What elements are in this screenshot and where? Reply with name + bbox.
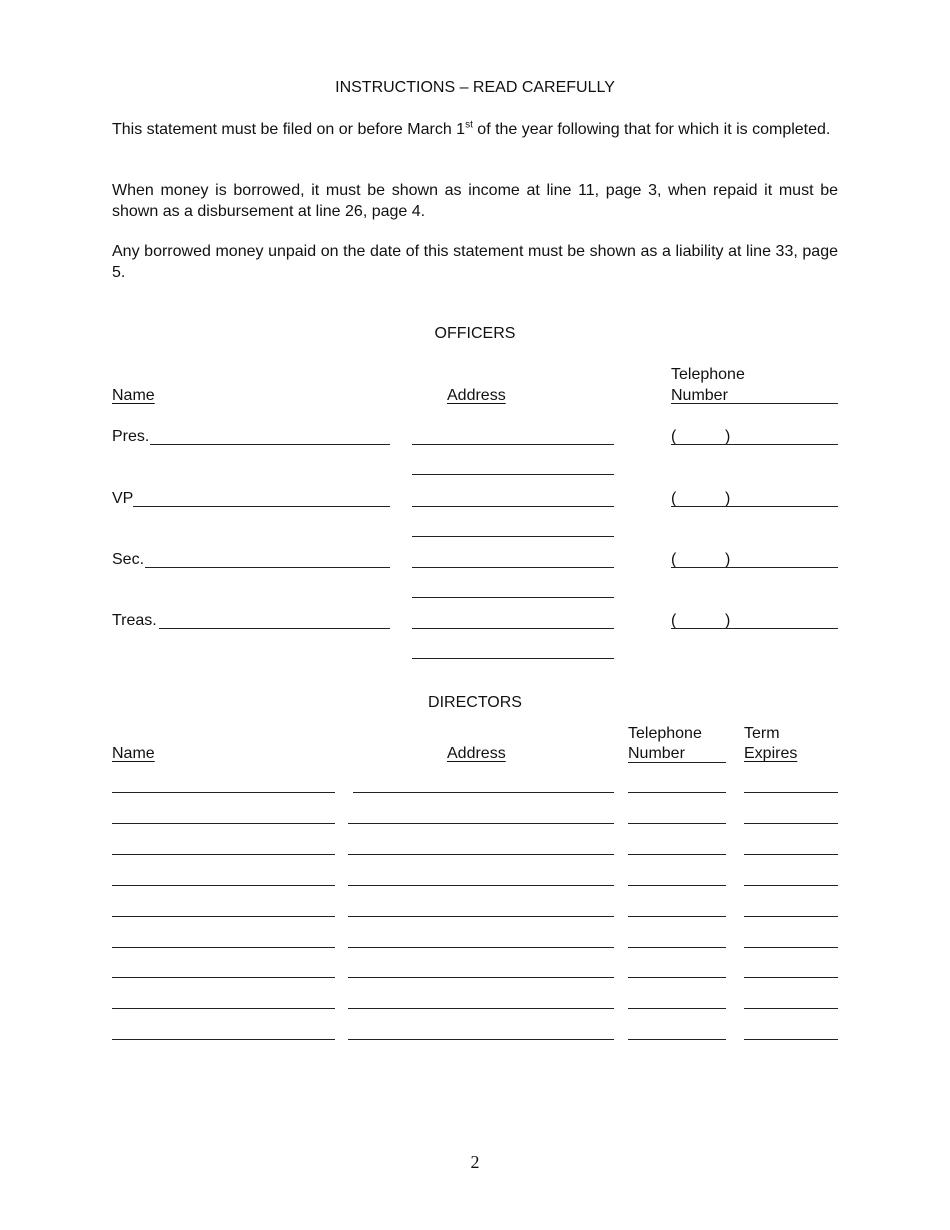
page-title: INSTRUCTIONS – READ CAREFULLY [335, 79, 615, 96]
instruction-unpaid-liability: Any borrowed money unpaid on the date of this statement must be shown as a liability at line 33, page 5. [112, 243, 838, 281]
officer-address-line2-field[interactable] [412, 474, 614, 475]
phone-close-paren: ) [725, 551, 731, 568]
officer-address-line2-field[interactable] [412, 536, 614, 537]
director-phone-field[interactable] [628, 947, 726, 948]
officer-address-line1-field[interactable] [412, 628, 614, 629]
officers-col-phone-line1: Telephone [671, 366, 745, 383]
director-address-field[interactable] [348, 885, 614, 886]
director-address-field[interactable] [348, 947, 614, 948]
officer-title-label: Pres. [112, 428, 150, 445]
directors-col-phone-line1: Telephone [628, 725, 702, 742]
officer-address-line2-field[interactable] [412, 597, 614, 598]
directors-col-phone-line2: Number [628, 745, 685, 762]
officer-phone-field[interactable] [671, 567, 838, 568]
director-phone-field[interactable] [628, 1008, 726, 1009]
director-term-field[interactable] [744, 977, 838, 978]
officer-address-line2-field[interactable] [412, 658, 614, 659]
director-term-field[interactable] [744, 1039, 838, 1040]
page-number: 2 [470, 1152, 480, 1172]
director-phone-field[interactable] [628, 885, 726, 886]
director-term-field[interactable] [744, 947, 838, 948]
directors-phone-header-underline [628, 762, 726, 763]
officer-phone-field[interactable] [671, 628, 838, 629]
director-term-field[interactable] [744, 823, 838, 824]
instruction-superscript: st [465, 119, 473, 131]
director-name-field[interactable] [112, 854, 335, 855]
officers-heading: OFFICERS [434, 325, 516, 342]
director-term-field[interactable] [744, 916, 838, 917]
director-address-field[interactable] [348, 1039, 614, 1040]
director-address-field[interactable] [348, 977, 614, 978]
officer-name-field[interactable] [159, 628, 390, 629]
instruction-text: of the year following that for which it is completed. [472, 121, 831, 138]
directors-heading: DIRECTORS [428, 694, 522, 711]
phone-close-paren: ) [725, 612, 731, 629]
officers-col-address: Address [447, 387, 506, 404]
director-term-field[interactable] [744, 854, 838, 855]
directors-col-address: Address [447, 745, 506, 762]
officer-address-line1-field[interactable] [412, 506, 614, 507]
officers-col-name: Name [112, 387, 155, 404]
director-phone-field[interactable] [628, 977, 726, 978]
director-name-field[interactable] [112, 916, 335, 917]
director-term-field[interactable] [744, 885, 838, 886]
directors-col-term-line2: Expires [744, 745, 798, 762]
officer-title-label: Sec. [112, 551, 145, 568]
director-term-field[interactable] [744, 1008, 838, 1009]
officer-name-field[interactable] [133, 506, 390, 507]
officer-address-line1-field[interactable] [412, 444, 614, 445]
officer-address-line1-field[interactable] [412, 567, 614, 568]
director-phone-field[interactable] [628, 854, 726, 855]
officers-phone-header-underline [671, 403, 838, 404]
instruction-text: This statement must be filed on or before March 1 [112, 121, 466, 138]
director-name-field[interactable] [112, 1008, 335, 1009]
director-phone-field[interactable] [628, 792, 726, 793]
phone-open-paren: ( [671, 490, 677, 507]
director-name-field[interactable] [112, 947, 335, 948]
directors-col-name: Name [112, 745, 155, 762]
phone-close-paren: ) [725, 490, 731, 507]
director-name-field[interactable] [112, 823, 335, 824]
director-phone-field[interactable] [628, 823, 726, 824]
director-phone-field[interactable] [628, 916, 726, 917]
director-term-field[interactable] [744, 792, 838, 793]
director-name-field[interactable] [112, 792, 335, 793]
director-address-field[interactable] [348, 916, 614, 917]
director-name-field[interactable] [112, 1039, 335, 1040]
director-name-field[interactable] [112, 977, 335, 978]
director-address-field[interactable] [353, 792, 614, 793]
director-address-field[interactable] [348, 823, 614, 824]
director-phone-field[interactable] [628, 1039, 726, 1040]
officer-title-label: VP [112, 490, 134, 507]
officer-title-label: Treas. [112, 612, 157, 629]
director-address-field[interactable] [348, 854, 614, 855]
officer-name-field[interactable] [150, 444, 390, 445]
phone-open-paren: ( [671, 612, 677, 629]
phone-open-paren: ( [671, 551, 677, 568]
officers-col-phone-line2: Number [671, 387, 728, 404]
director-address-field[interactable] [348, 1008, 614, 1009]
director-name-field[interactable] [112, 885, 335, 886]
officer-name-field[interactable] [145, 567, 390, 568]
phone-open-paren: ( [671, 428, 677, 445]
directors-col-term-line1: Term [744, 725, 780, 742]
officer-phone-field[interactable] [671, 506, 838, 507]
instruction-borrowed-money: When money is borrowed, it must be shown as income at line 11, page 3, when repaid it must be shown as a disbursement at line 26, page 4. [112, 182, 838, 220]
phone-close-paren: ) [725, 428, 731, 445]
instruction-filing-deadline [112, 119, 838, 140]
officer-phone-field[interactable] [671, 444, 838, 445]
